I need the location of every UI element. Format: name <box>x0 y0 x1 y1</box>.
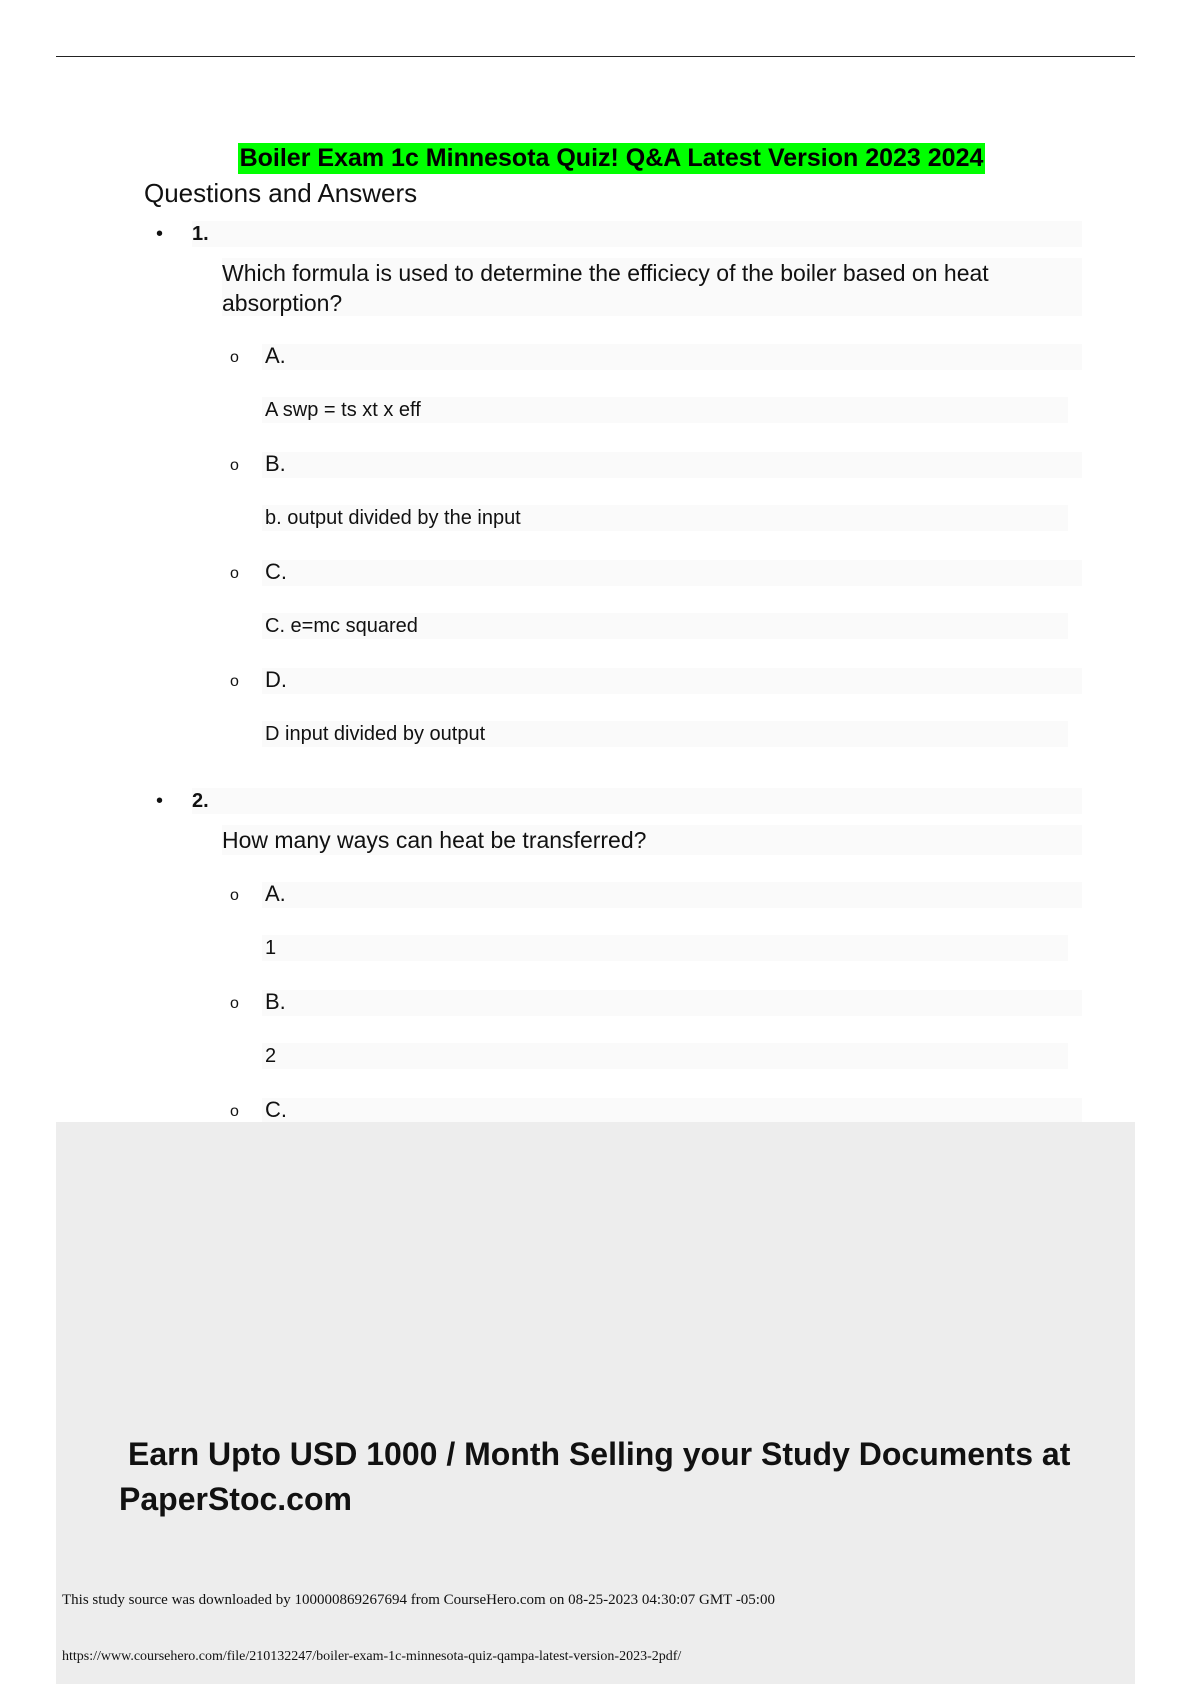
option-row <box>230 667 1082 694</box>
question-text: Which formula is used to determine the efficiecy of the boiler based on heat absorption? <box>222 258 1082 316</box>
option-bullet: o <box>230 565 239 582</box>
source-url: https://www.coursehero.com/file/210132247/boiler-exam-1c-minnesota-quiz-qampa-latest-version-2023-2pdf/ <box>62 1649 682 1664</box>
option-bullet: o <box>230 349 239 366</box>
option-answer: b. output divided by the input <box>262 505 1068 531</box>
option-row <box>230 343 1082 370</box>
option-letter: A. <box>265 881 286 906</box>
option-letter: C. <box>265 559 287 584</box>
option-letter: A. <box>265 343 286 368</box>
option-bullet: o <box>230 995 239 1012</box>
option-bullet: o <box>230 1103 239 1120</box>
option-letter: C. <box>265 1097 287 1122</box>
option-answer: C. e=mc squared <box>262 613 1068 639</box>
option-bullet: o <box>230 457 239 474</box>
bullet: • <box>156 223 164 245</box>
option-letter: B. <box>265 451 286 476</box>
option-answer: D input divided by output <box>262 721 1068 747</box>
question-number: 1. <box>192 223 209 245</box>
option-row <box>230 1097 1082 1124</box>
option-letter: D. <box>265 667 287 692</box>
question-number-row <box>156 221 1082 247</box>
document-subtitle: Questions and Answers <box>144 178 418 208</box>
question-text: How many ways can heat be transferred? <box>222 825 1082 855</box>
title-wrap <box>0 143 1191 174</box>
option-row <box>230 881 1082 908</box>
promo-line-2: PaperStoc.com <box>119 1481 352 1517</box>
option-row <box>230 989 1082 1016</box>
download-source-line: This study source was downloaded by 100000869267694 from CourseHero.com on 08-25-2023 04:30:07 GMT -05:00 <box>62 1592 775 1608</box>
question-number: 2. <box>192 790 209 812</box>
document-title: Boiler Exam 1c Minnesota Quiz! Q&A Latest Version 2023 2024 <box>239 144 984 172</box>
option-row <box>230 559 1082 586</box>
bullet: • <box>156 790 164 812</box>
promo-banner <box>56 1122 1135 1684</box>
option-answer: A swp = ts xt x eff <box>262 397 1068 423</box>
option-row <box>230 451 1082 478</box>
top-divider <box>56 56 1135 57</box>
promo-line-1: Earn Upto USD 1000 / Month Selling your Study Documents at <box>128 1436 1071 1472</box>
option-bullet: o <box>230 673 239 690</box>
option-answer: 1 <box>262 935 1068 961</box>
option-letter: B. <box>265 989 286 1014</box>
option-bullet: o <box>230 887 239 904</box>
promo-text <box>119 1432 1099 1522</box>
question-number-row <box>156 788 1082 814</box>
option-answer: 2 <box>262 1043 1068 1069</box>
